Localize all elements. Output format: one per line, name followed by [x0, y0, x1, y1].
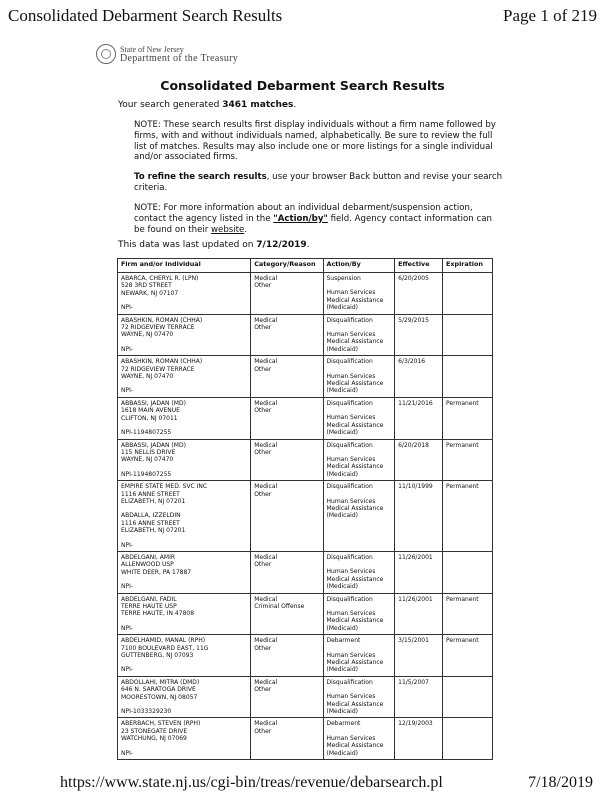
cell-action — [323, 718, 395, 760]
results-table — [117, 258, 493, 760]
spacer — [121, 535, 247, 542]
cell-firm — [118, 481, 251, 552]
category-line: Medical — [254, 595, 278, 603]
firm-line: NPI- — [121, 624, 134, 632]
action-type: Disqualification — [326, 399, 373, 407]
category-line: Other — [254, 686, 272, 694]
agency-line: Human Services — [326, 568, 376, 576]
table-row — [118, 397, 493, 439]
cell-effective: 11/10/1999 — [395, 481, 443, 552]
cell-firm — [118, 314, 251, 356]
last-updated-line: This data was last updated on 7/12/2019. — [118, 240, 310, 250]
agency-line: Human Services — [326, 455, 376, 463]
firm-line: ALLENWOOD USP — [121, 561, 174, 569]
cell-category — [251, 551, 323, 593]
action-type: Disqualification — [326, 441, 373, 449]
action-type: Disqualification — [326, 678, 373, 686]
firm-line: 72 RIDGEVIEW TERRACE — [121, 365, 195, 373]
category-line: Medical — [254, 483, 278, 491]
cell-firm — [118, 273, 251, 315]
firm-line: 72 RIDGEVIEW TERRACE — [121, 324, 195, 332]
agency-line: (Medicaid) — [326, 304, 358, 312]
spacer — [121, 422, 247, 429]
category-line: Other — [254, 324, 272, 332]
cell-category — [251, 718, 323, 760]
last-updated-date: 7/12/2019 — [256, 240, 307, 250]
header-action: Action/By — [323, 259, 395, 273]
category-line: Other — [254, 448, 272, 456]
spacer — [327, 366, 392, 373]
cell-firm — [118, 397, 251, 439]
action-type: Suspension — [326, 275, 361, 282]
agency-line: Medical Assistance — [326, 617, 384, 625]
firm-line: ABARCA, CHERYL R. (LPN) — [121, 275, 199, 282]
agency-line: Human Services — [326, 289, 376, 297]
action-type: Debarment — [326, 637, 361, 645]
spacer — [121, 380, 247, 387]
cell-action — [323, 314, 395, 356]
agency-line: (Medicaid) — [326, 345, 358, 353]
table-row — [118, 551, 493, 593]
spacer — [121, 505, 247, 512]
cell-category — [251, 481, 323, 552]
cell-expiration: Permanent — [443, 439, 493, 481]
cell-action — [323, 676, 395, 718]
note-sort-order: NOTE: These search results first display individuals without a firm name followed by firms, with and without individuals named, alphabetically. Be sure to review the full list of matches. Results may also include one or more listings for a single individual and/or associated firms. — [134, 120, 496, 163]
firm-line: TERRE HAUTE, IN 47808 — [121, 610, 195, 618]
website-link[interactable]: website — [211, 224, 245, 235]
spacer — [121, 339, 247, 346]
firm-line: 1116 ANNE STREET — [121, 519, 180, 527]
firm-line: NPI- — [121, 583, 134, 591]
firm-line: WHITE DEER, PA 17887 — [121, 568, 192, 576]
spacer — [121, 576, 247, 583]
category-line: Medical — [254, 275, 278, 282]
firm-line: NPI- — [121, 541, 134, 549]
cell-expiration: Permanent — [443, 397, 493, 439]
note-more-info: NOTE: For more information about an individual debarment/suspension action, contact the agency listed in the "Action/by" field. Agency contact information can be found on their website. — [134, 203, 492, 235]
firm-line: WATCHUNG, NJ 07069 — [121, 735, 187, 743]
agency-line: Human Services — [326, 651, 376, 659]
table-row — [118, 481, 493, 552]
cell-effective: 6/3/2016 — [395, 356, 443, 398]
spacer — [121, 464, 247, 471]
category-line: Other — [254, 282, 272, 290]
firm-line: NEWARK, NJ 07107 — [121, 289, 179, 297]
cell-action — [323, 397, 395, 439]
cell-action — [323, 551, 395, 593]
cell-effective: 6/20/2005 — [395, 273, 443, 315]
spacer — [327, 449, 392, 456]
cell-effective: 11/21/2016 — [395, 397, 443, 439]
firm-line: NPI-1033329230 — [121, 708, 172, 716]
note-refine: To refine the search results, use your browser Back button and revise your search criteria. — [134, 172, 503, 193]
match-count: 3461 matches — [222, 100, 294, 110]
category-line: Medical — [254, 316, 278, 324]
agency-line: Medical Assistance — [326, 296, 384, 304]
agency-line: Medical Assistance — [326, 742, 384, 750]
agency-line: (Medicaid) — [326, 470, 358, 478]
spacer — [327, 645, 392, 652]
agency-line: (Medicaid) — [326, 749, 358, 757]
table-row — [118, 676, 493, 718]
spacer — [121, 618, 247, 625]
firm-line: MOORESTOWN, NJ 08057 — [121, 693, 198, 701]
firm-line: NPI- — [121, 304, 134, 312]
firm-line: ABASHKIN, ROMAN (CHHA) — [121, 358, 203, 366]
cell-effective: 6/20/2018 — [395, 439, 443, 481]
firm-line: WAYNE, NJ 07470 — [121, 331, 174, 339]
print-header-title: Consolidated Debarment Search Results — [8, 6, 283, 25]
agency-line: Medical Assistance — [326, 463, 384, 471]
table-row — [118, 314, 493, 356]
agency-line: Human Services — [326, 497, 376, 505]
cell-action — [323, 273, 395, 315]
category-line: Other — [254, 407, 272, 415]
firm-line: NPI- — [121, 666, 134, 674]
cell-firm — [118, 356, 251, 398]
firm-line: CLIFTON, NJ 07011 — [121, 414, 178, 422]
action-type: Disqualification — [326, 316, 373, 324]
spacer — [327, 728, 392, 735]
category-line: Other — [254, 727, 272, 735]
firm-line: 528 3RD STREET — [121, 282, 172, 290]
category-line: Medical — [254, 637, 278, 645]
cell-action — [323, 593, 395, 635]
spacer — [121, 701, 247, 708]
firm-line: ABBASSI, JADAN (MD) — [121, 399, 186, 407]
category-line: Medical — [254, 399, 278, 407]
firm-line: NPI- — [121, 387, 134, 395]
header-category: Category/Reason — [251, 259, 323, 273]
firm-line: TERRE HAUTE USP — [121, 603, 177, 610]
agency-line: Medical Assistance — [326, 659, 384, 667]
cell-effective: 11/5/2007 — [395, 676, 443, 718]
cell-firm — [118, 593, 251, 635]
cell-action — [323, 439, 395, 481]
agency-line: Human Services — [326, 331, 376, 339]
cell-expiration — [443, 718, 493, 760]
spacer — [327, 686, 392, 693]
cell-category — [251, 593, 323, 635]
spacer — [327, 324, 392, 331]
category-line: Medical — [254, 553, 278, 561]
agency-line: Medical Assistance — [326, 338, 384, 346]
cell-action — [323, 635, 395, 677]
category-line: Other — [254, 490, 272, 498]
firm-line: WAYNE, NJ 07470 — [121, 373, 174, 381]
firm-line: ABDELGANI, FADIL — [121, 595, 177, 603]
logo-department-text: Department of the Treasury — [120, 53, 239, 64]
table-row — [118, 718, 493, 760]
cell-expiration — [443, 551, 493, 593]
firm-line: 1116 ANNE STREET — [121, 490, 180, 498]
spacer — [327, 561, 392, 568]
cell-category — [251, 356, 323, 398]
table-row — [118, 593, 493, 635]
firm-line: 23 STONEGATE DRIVE — [121, 727, 188, 735]
spacer — [121, 297, 247, 304]
results-header-row — [118, 259, 493, 273]
cell-expiration — [443, 356, 493, 398]
cell-effective: 11/26/2001 — [395, 551, 443, 593]
spacer — [327, 491, 392, 498]
agency-line: (Medicaid) — [326, 624, 358, 632]
category-line: Other — [254, 561, 272, 569]
cell-effective: 11/26/2001 — [395, 593, 443, 635]
cell-expiration — [443, 273, 493, 315]
agency-line: (Medicaid) — [326, 387, 358, 395]
cell-category — [251, 439, 323, 481]
cell-category — [251, 676, 323, 718]
firm-line: ABBASSI, JADAN (MD) — [121, 441, 186, 449]
agency-line: (Medicaid) — [326, 429, 358, 437]
firm-line: NPI- — [121, 749, 134, 757]
category-line: Medical — [254, 358, 278, 366]
cell-expiration: Permanent — [443, 593, 493, 635]
spacer — [327, 282, 392, 289]
table-row — [118, 356, 493, 398]
header-expiration: Expiration — [443, 259, 493, 273]
header-firm: Firm and/or Individual — [118, 259, 251, 273]
agency-line: Medical Assistance — [326, 504, 384, 512]
agency-line: Human Services — [326, 693, 376, 701]
match-count-line: Your search generated 3461 matches. — [118, 100, 297, 110]
state-seal-icon — [96, 44, 116, 64]
agency-line: Medical Assistance — [326, 575, 384, 583]
cell-action — [323, 356, 395, 398]
category-line: Criminal Offense — [254, 603, 305, 610]
agency-line: Medical Assistance — [326, 700, 384, 708]
category-line: Other — [254, 644, 272, 652]
firm-line: ELIZABETH, NJ 07201 — [121, 527, 186, 535]
cell-firm — [118, 551, 251, 593]
cell-firm — [118, 635, 251, 677]
cell-category — [251, 635, 323, 677]
agency-line: Human Services — [326, 414, 376, 422]
agency-line: (Medicaid) — [326, 583, 358, 591]
spacer — [121, 743, 247, 750]
table-row — [118, 439, 493, 481]
firm-line: 7100 BOULEVARD EAST, 11G — [121, 644, 209, 652]
cell-expiration: Permanent — [443, 635, 493, 677]
agency-line: Human Services — [326, 372, 376, 380]
action-type: Debarment — [326, 720, 361, 728]
agency-line: (Medicaid) — [326, 708, 358, 716]
firm-line: EMPIRE STATE MED. SVC INC — [121, 483, 208, 491]
cell-expiration — [443, 314, 493, 356]
table-row — [118, 273, 493, 315]
cell-firm — [118, 718, 251, 760]
spacer — [327, 603, 392, 610]
cell-category — [251, 314, 323, 356]
firm-line: NPI- — [121, 345, 134, 353]
category-line: Other — [254, 365, 272, 373]
cell-effective: 3/15/2001 — [395, 635, 443, 677]
category-line: Medical — [254, 441, 278, 449]
cell-action — [323, 481, 395, 552]
spacer — [327, 407, 392, 414]
firm-line: NPI-1194807255 — [121, 470, 172, 478]
agency-line: (Medicaid) — [326, 512, 358, 520]
action-by-link[interactable]: "Action/by" — [273, 213, 328, 224]
agency-line: Medical Assistance — [326, 380, 384, 388]
firm-line: ABASHKIN, ROMAN (CHHA) — [121, 316, 203, 324]
cell-effective: 12/19/2003 — [395, 718, 443, 760]
cell-expiration: Permanent — [443, 481, 493, 552]
firm-line: ABDELGANI, AMIR — [121, 553, 176, 561]
action-type: Disqualification — [326, 553, 373, 561]
agency-line: Medical Assistance — [326, 421, 384, 429]
cell-firm — [118, 676, 251, 718]
category-line: Medical — [254, 678, 278, 686]
print-footer-date: 7/18/2019 — [528, 774, 593, 791]
action-type: Disqualification — [326, 595, 373, 603]
cell-effective: 5/29/2015 — [395, 314, 443, 356]
print-page-number: Page 1 of 219 — [503, 6, 597, 25]
action-type: Disqualification — [326, 483, 373, 491]
action-type: Disqualification — [326, 358, 373, 366]
agency-line: (Medicaid) — [326, 666, 358, 674]
spacer — [121, 659, 247, 666]
page-title: Consolidated Debarment Search Results — [160, 78, 445, 93]
table-row — [118, 635, 493, 677]
firm-line: ABDOLLAHI, MITRA (DMD) — [121, 678, 200, 686]
firm-line: ABERBACH, STEVEN (RPH) — [121, 720, 201, 728]
header-effective: Effective — [395, 259, 443, 273]
cell-category — [251, 397, 323, 439]
category-line: Medical — [254, 720, 278, 728]
cell-category — [251, 273, 323, 315]
firm-line: GUTTENBERG, NJ 07093 — [121, 652, 194, 660]
firm-line: 646 N. SARATOGA DRIVE — [121, 686, 196, 694]
firm-line: ABDELHAMID, MANAL (RPH) — [121, 637, 206, 645]
firm-line: ELIZABETH, NJ 07201 — [121, 497, 186, 505]
agency-line: Human Services — [326, 610, 376, 617]
firm-line: 115 NELLIS DRIVE — [121, 448, 176, 456]
treasury-logo[interactable] — [96, 44, 238, 64]
firm-line: 1618 MAIN AVENUE — [121, 407, 180, 415]
logo-state-text: State of New Jersey — [120, 45, 184, 54]
firm-line: ABDALLA, IZZELDIN — [121, 512, 181, 520]
firm-line: NPI-1194807255 — [121, 429, 172, 437]
cell-firm — [118, 439, 251, 481]
cell-expiration — [443, 676, 493, 718]
firm-line: WAYNE, NJ 07470 — [121, 456, 174, 464]
agency-line: Human Services — [326, 734, 376, 742]
print-footer-url: https://www.state.nj.us/cgi-bin/treas/revenue/debarsearch.pl — [60, 774, 443, 791]
